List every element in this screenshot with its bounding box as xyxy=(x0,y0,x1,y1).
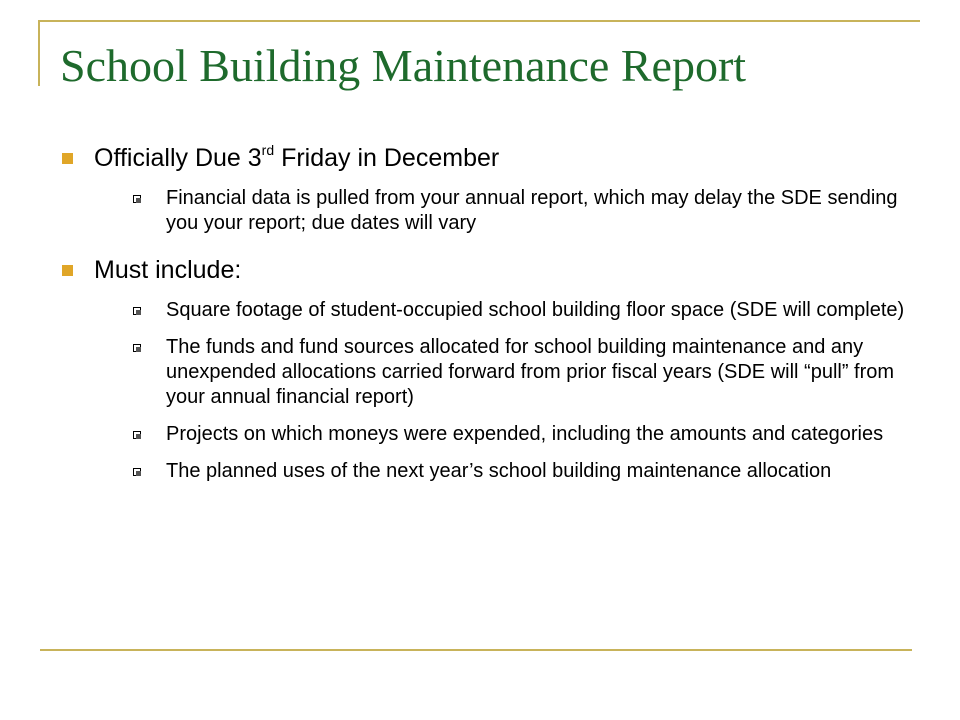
frame-top-rule xyxy=(38,20,920,22)
must-include-heading: Must include: xyxy=(94,256,242,284)
slide-body xyxy=(58,142,908,484)
bullet-must-include xyxy=(58,254,908,484)
sub-bullet-text: The planned uses of the next year’s school building maintenance allocation xyxy=(166,460,832,482)
sub-bullet-text: Financial data is pulled from your annual report, which may delay the SDE sending you your report; due dates will vary xyxy=(166,187,898,234)
sub-bullet xyxy=(94,335,908,410)
bullet-due-date xyxy=(58,142,908,236)
must-include-subbullets xyxy=(94,298,908,484)
hollow-square-bullet-icon xyxy=(133,431,141,439)
sub-bullet xyxy=(94,422,908,447)
sub-bullet xyxy=(94,186,908,236)
square-bullet-icon xyxy=(62,265,73,276)
sub-bullet-text: Square footage of student-occupied school building floor space (SDE will complete) xyxy=(166,299,905,321)
due-heading-text: Officially Due 3 xyxy=(94,144,262,172)
hollow-square-bullet-icon xyxy=(133,307,141,315)
hollow-square-bullet-icon xyxy=(133,344,141,352)
hollow-square-bullet-icon xyxy=(133,195,141,203)
due-subbullets xyxy=(94,186,908,236)
sub-bullet-text: The funds and fund sources allocated for school building maintenance and any unexpended allocations carried forward from prior fiscal years (SDE will “pull” from your annual financial report) xyxy=(166,336,895,408)
hollow-square-bullet-icon xyxy=(133,468,141,476)
slide-title: School Building Maintenance Report xyxy=(60,40,747,91)
frame-bottom-rule xyxy=(40,649,912,651)
due-heading-ordinal: rd xyxy=(261,142,275,158)
sub-bullet-text: Projects on which moneys were expended, including the amounts and categories xyxy=(166,423,884,445)
frame-left-rule xyxy=(38,20,40,86)
due-heading-rest: Friday in December xyxy=(274,144,500,172)
sub-bullet xyxy=(94,298,908,323)
square-bullet-icon xyxy=(62,153,73,164)
sub-bullet xyxy=(94,459,908,484)
